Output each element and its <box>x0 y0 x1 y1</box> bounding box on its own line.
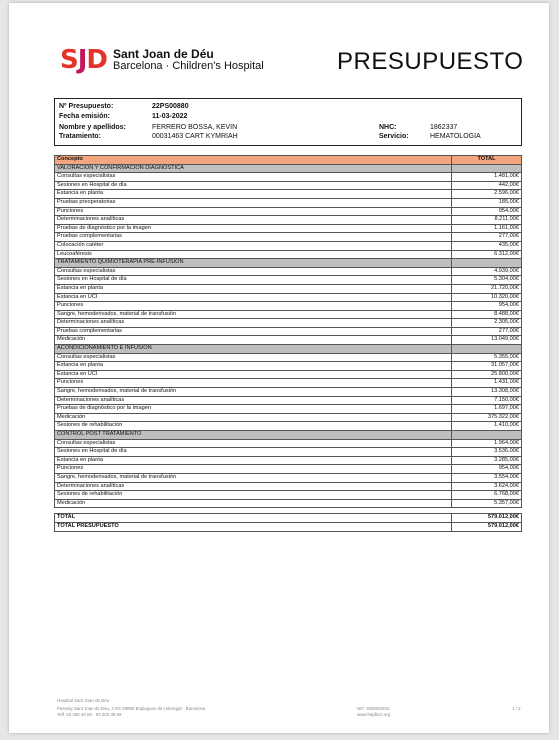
section-header <box>55 164 522 173</box>
section-header-concept: VALORACION Y CONFIRMACION DIAGNOSTICA <box>55 164 452 173</box>
table-row <box>55 233 522 242</box>
section-header-concept: TRATAMIENTO QUIMIOTERAPIA PRE-INFUSIÓN <box>55 259 452 268</box>
table-row-amount: 1.964,00€ <box>452 439 522 448</box>
table-row <box>55 181 522 190</box>
table-row-amount: 375.322,00€ <box>452 413 522 422</box>
patient-name-label: Nombre y apellidos: <box>59 124 126 131</box>
table-row-concept: Sangre, hemoderivados, material de transfusión <box>55 310 452 319</box>
footer-page-number: 1 / 2 <box>512 706 521 711</box>
budget-table <box>54 155 522 532</box>
service-label: Servicio: <box>379 133 409 140</box>
section-header <box>55 259 522 268</box>
footer-phone: Telf. 93 280 40 00 · 93 203 39 59 <box>57 711 122 717</box>
total-row-amount: 579.012,00€ <box>452 514 522 523</box>
treatment-label: Tratamiento: <box>59 133 102 140</box>
table-row-concept: Punciones <box>55 379 452 388</box>
table-row-amount: 3.554,00€ <box>452 473 522 482</box>
table-row <box>55 370 522 379</box>
table-row-concept: Consultas especialistas <box>55 267 452 276</box>
table-row-amount: 1.410,00€ <box>452 422 522 431</box>
table-row <box>55 362 522 371</box>
patient-info-box <box>54 98 522 146</box>
table-row-amount: 3.536,00€ <box>452 448 522 457</box>
table-row-amount: 21.720,00€ <box>452 284 522 293</box>
table-row-concept: Sesiones en Hospital de día <box>55 181 452 190</box>
table-row-amount: 954,00€ <box>452 302 522 311</box>
table-row-amount: 13.308,00€ <box>452 388 522 397</box>
table-row <box>55 241 522 250</box>
table-row <box>55 439 522 448</box>
table-row-concept: Estancia en planta <box>55 284 452 293</box>
table-row-amount: 10.320,00€ <box>452 293 522 302</box>
table-row-amount: 4.939,00€ <box>452 267 522 276</box>
table-row <box>55 207 522 216</box>
table-row-amount: 185,00€ <box>452 198 522 207</box>
table-row-concept: Consultas especialistas <box>55 353 452 362</box>
table-row <box>55 302 522 311</box>
table-row-amount: 277,00€ <box>452 327 522 336</box>
table-row-amount: 8.488,00€ <box>452 310 522 319</box>
table-row-concept: Pruebas de diagnóstico por la imagen <box>55 405 452 414</box>
table-header-amount: TOTAL <box>452 156 522 165</box>
table-row <box>55 327 522 336</box>
table-row <box>55 216 522 225</box>
table-row <box>55 422 522 431</box>
table-row <box>55 456 522 465</box>
document-title: PRESUPUESTO <box>337 48 524 75</box>
patient-name: FERRERO BOSSA, KEVIN <box>152 124 238 131</box>
table-row-amount: 5.357,00€ <box>452 499 522 508</box>
sjd-logo-mark: SJD <box>60 45 108 75</box>
table-row-concept: Punciones <box>55 207 452 216</box>
budget-number: 22PS00880 <box>152 103 189 110</box>
section-header-amount <box>452 164 522 173</box>
table-row <box>55 482 522 491</box>
grand-total-row <box>55 522 522 531</box>
section-header-concept: CONTROL POST TRATAMIENTO <box>55 431 452 440</box>
table-row-concept: Estancia en planta <box>55 362 452 371</box>
table-row-amount: 13.049,00€ <box>452 336 522 345</box>
table-row <box>55 465 522 474</box>
section-header-amount <box>452 345 522 354</box>
table-row-concept: Sesiones en Hospital de día <box>55 276 452 285</box>
table-row-concept: Pruebas complementarias <box>55 327 452 336</box>
table-row-concept: Medicación <box>55 413 452 422</box>
table-row-concept: Colocación catéter <box>55 241 452 250</box>
section-header-concept: ACONDICIONAMIENTO E INFUSIÓN <box>55 345 452 354</box>
footer-address: Passeig Sant Joan de Déu, 2 ES 08950 Esplugues de Llobregat · Barcelona <box>57 706 206 711</box>
table-row-concept: Sangre, hemoderivados, material de transfusión <box>55 388 452 397</box>
table-row-concept: Estancia en planta <box>55 190 452 199</box>
table-row <box>55 250 522 259</box>
grand-total-row-concept: TOTAL PRESUPUESTO <box>55 522 452 531</box>
table-row-concept: Estancia en UCI <box>55 370 452 379</box>
table-row <box>55 473 522 482</box>
table-row-amount: 6.312,00€ <box>452 250 522 259</box>
table-row-amount: 954,00€ <box>452 207 522 216</box>
treatment-value: 00031463 CART KYMRIAH <box>152 133 238 140</box>
table-row-amount: 3.285,00€ <box>452 456 522 465</box>
table-row <box>55 190 522 199</box>
table-row <box>55 405 522 414</box>
nhc-value: 1862337 <box>430 124 458 131</box>
table-row-concept: Medicación <box>55 499 452 508</box>
table-row <box>55 491 522 500</box>
table-row-amount: 2.305,00€ <box>452 319 522 328</box>
footer-hospital: Hospital Sant Joan de Déu <box>57 698 110 703</box>
footer-website: www.hsjdbcn.org <box>357 711 391 717</box>
table-row-amount: 8.211,00€ <box>452 216 522 225</box>
section-header-amount <box>452 431 522 440</box>
table-row-concept: Determinaciones analíticas <box>55 482 452 491</box>
table-row <box>55 388 522 397</box>
table-row-concept: Sesiones en Hospital de día <box>55 448 452 457</box>
table-row-concept: Sesiones de rehabilitación <box>55 491 452 500</box>
table-row <box>55 353 522 362</box>
hospital-name: Sant Joan de Déu <box>113 47 214 61</box>
table-row-concept: Determinaciones analíticas <box>55 319 452 328</box>
table-row-amount: 277,00€ <box>452 233 522 242</box>
table-row <box>55 267 522 276</box>
table-row-concept: Sangre, hemoderivados, material de transfusión <box>55 473 452 482</box>
table-row <box>55 336 522 345</box>
table-row <box>55 396 522 405</box>
hospital-logo <box>60 45 264 75</box>
table-row-amount: 1.481,00€ <box>452 173 522 182</box>
table-row-amount: 2.596,00€ <box>452 190 522 199</box>
table-header <box>55 156 522 165</box>
table-row-amount: 5.304,00€ <box>452 276 522 285</box>
table-row <box>55 284 522 293</box>
table-row-concept: Sesiones de rehabilitación <box>55 422 452 431</box>
table-row <box>55 293 522 302</box>
table-row-amount: 1.697,00€ <box>452 405 522 414</box>
table-row <box>55 413 522 422</box>
table-row-concept: Pruebas complementarias <box>55 233 452 242</box>
grand-total-row-amount: 579.012,00€ <box>452 522 522 531</box>
table-row-concept: Leucoaféresis <box>55 250 452 259</box>
service-value: HEMATOLOGIA <box>430 133 481 140</box>
table-row <box>55 276 522 285</box>
table-row-amount: 954,00€ <box>452 465 522 474</box>
table-row-concept: Consultas especialistas <box>55 439 452 448</box>
table-row <box>55 319 522 328</box>
issue-date: 11-03-2022 <box>152 113 188 120</box>
table-row-amount: 31.057,00€ <box>452 362 522 371</box>
table-row-amount: 5.355,00€ <box>452 353 522 362</box>
table-row-concept: Estancia en planta <box>55 456 452 465</box>
table-row <box>55 310 522 319</box>
table-row-concept: Estancia en UCI <box>55 293 452 302</box>
table-row-amount: 442,00€ <box>452 181 522 190</box>
table-row <box>55 379 522 388</box>
table-row-amount: 7.150,00€ <box>452 396 522 405</box>
table-row-concept: Punciones <box>55 465 452 474</box>
table-row <box>55 173 522 182</box>
budget-page <box>9 3 549 733</box>
table-row-amount: 3.624,00€ <box>452 482 522 491</box>
table-row <box>55 198 522 207</box>
table-row <box>55 224 522 233</box>
issue-date-label: Fecha emisión: <box>59 113 110 120</box>
table-row-concept: Pruebas preoperatorias <box>55 198 452 207</box>
table-row <box>55 448 522 457</box>
table-row-concept: Medicación <box>55 336 452 345</box>
nhc-label: NHC: <box>379 124 397 131</box>
total-row <box>55 514 522 523</box>
table-row-concept: Pruebas de diagnóstico por la imagen <box>55 224 452 233</box>
table-row-amount: 1.431,00€ <box>452 379 522 388</box>
table-row-amount: 435,00€ <box>452 241 522 250</box>
table-row-concept: Determinaciones analíticas <box>55 396 452 405</box>
table-row-concept: Consultas especialistas <box>55 173 452 182</box>
footer-nif: NIF: R0800045C <box>357 706 390 711</box>
section-header <box>55 345 522 354</box>
budget-number-label: Nº Presupuesto: <box>59 103 114 110</box>
table-header-concept: Concepto <box>55 156 452 165</box>
table-row-concept: Determinaciones analíticas <box>55 216 452 225</box>
table-row-concept: Punciones <box>55 302 452 311</box>
total-row-concept: TOTAL <box>55 514 452 523</box>
table-row-amount: 6.768,00€ <box>452 491 522 500</box>
table-row-amount: 25.800,00€ <box>452 370 522 379</box>
hospital-subtitle: Barcelona · Children's Hospital <box>113 60 264 72</box>
section-header <box>55 431 522 440</box>
section-header-amount <box>452 259 522 268</box>
table-row <box>55 499 522 508</box>
table-row-amount: 1.161,00€ <box>452 224 522 233</box>
